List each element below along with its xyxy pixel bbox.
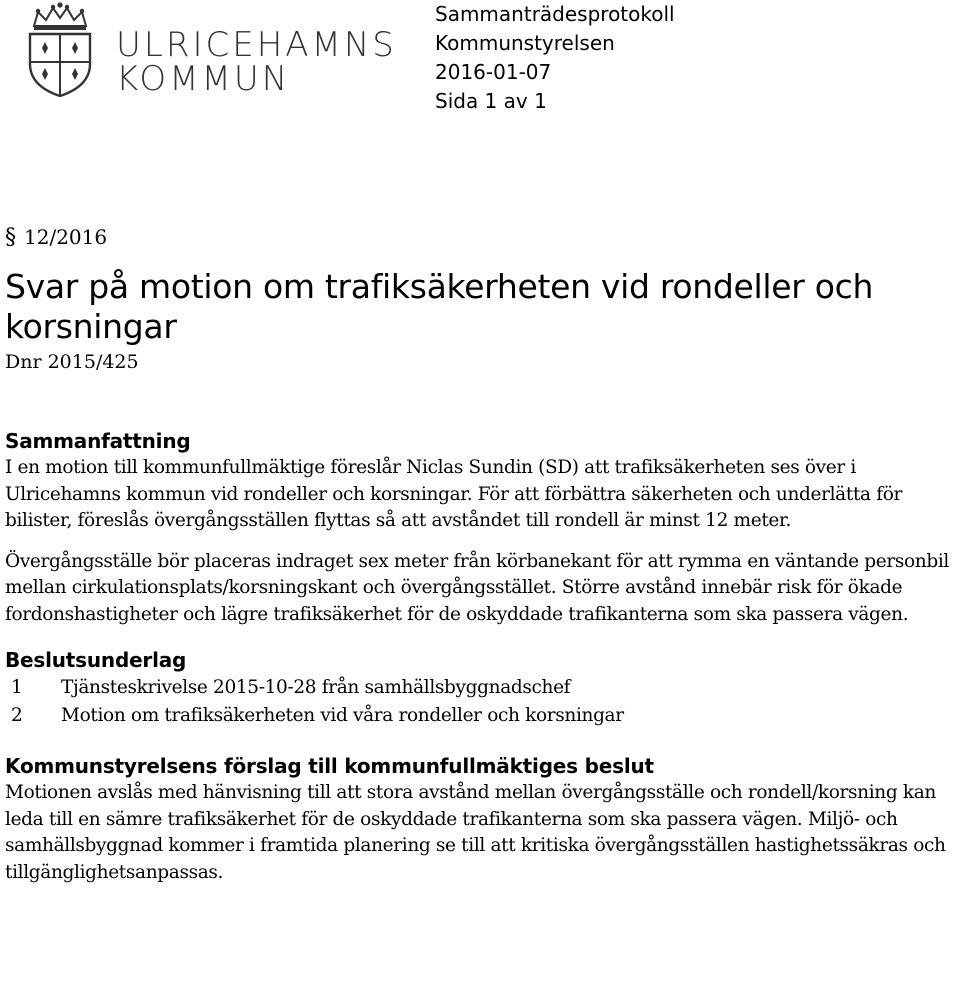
list-item-text: Tjänsteskrivelse 2015-10-28 från samhällsbyggnadschef bbox=[61, 677, 571, 698]
list-item-number: 2 bbox=[11, 705, 23, 726]
list-item bbox=[5, 674, 957, 702]
summary-heading: Sammanfattning bbox=[5, 429, 191, 453]
municipality-logo bbox=[10, 2, 397, 99]
paragraph-number bbox=[5, 222, 957, 253]
document-body bbox=[5, 222, 957, 886]
paragraph-sign: § bbox=[5, 225, 16, 250]
page-indicator: Sida 1 av 1 bbox=[435, 89, 547, 113]
proposal-heading: Kommunstyrelsens förslag till kommunfullmäktiges beslut bbox=[5, 754, 654, 778]
proposal-text: Motionen avslås med hänvisning till att stora avstånd mellan övergångsställe och rondell/korsning kan leda till en sämre trafiksäkerhet för de oskyddade trafikanterna som ska passera vägen. Miljö- och samhällsbyggnad kommer i framtida planering se till att kritiska övergångsställen hastighetssäkras och tillgänglighetsanpassas. bbox=[5, 782, 946, 883]
organization-name-line2: KOMMUN bbox=[116, 59, 291, 99]
list-item-text: Motion om trafiksäkerheten vid våra rondeller och korsningar bbox=[61, 705, 624, 726]
summary-paragraph-1: I en motion till kommunfullmäktige föreslår Niclas Sundin (SD) att trafiksäkerheten ses över i Ulricehamns kommun vid rondeller och korsningar. För att förbättra säkerheten och underlätta för bilister, föreslås övergångsställen flyttas så att avståndet till rondell är minst 12 meter. bbox=[5, 457, 903, 531]
coat-of-arms-icon bbox=[20, 2, 100, 98]
paragraph-number-value: 12/2016 bbox=[24, 225, 108, 249]
organization-name-line1: ULRICEHAMNS bbox=[116, 25, 397, 65]
case-title: Svar på motion om trafiksäkerheten vid rondeller och korsningar bbox=[5, 267, 874, 346]
summary-paragraph-2: Övergångsställe bör placeras indraget sex meter från körbanekant för att rymma en väntande personbil mellan cirkulationsplats/korsningskant och övergångsstället. Större avstånd innebär risk för ökade fordonshastigheter och lägre trafiksäkerhet för de oskyddade trafikanterna som ska passera vägen. bbox=[5, 550, 949, 625]
organization-name bbox=[116, 25, 397, 99]
list-item-number: 1 bbox=[11, 677, 23, 698]
basis-list bbox=[5, 674, 957, 730]
committee-name: Kommunstyrelsen bbox=[435, 31, 615, 55]
meeting-date: 2016-01-07 bbox=[435, 60, 552, 84]
registration-number: Dnr 2015/425 bbox=[5, 351, 139, 373]
document-type: Sammanträdesprotokoll bbox=[435, 2, 675, 26]
basis-heading: Beslutsunderlag bbox=[5, 648, 187, 672]
document-meta bbox=[435, 0, 675, 116]
list-item bbox=[5, 702, 957, 730]
